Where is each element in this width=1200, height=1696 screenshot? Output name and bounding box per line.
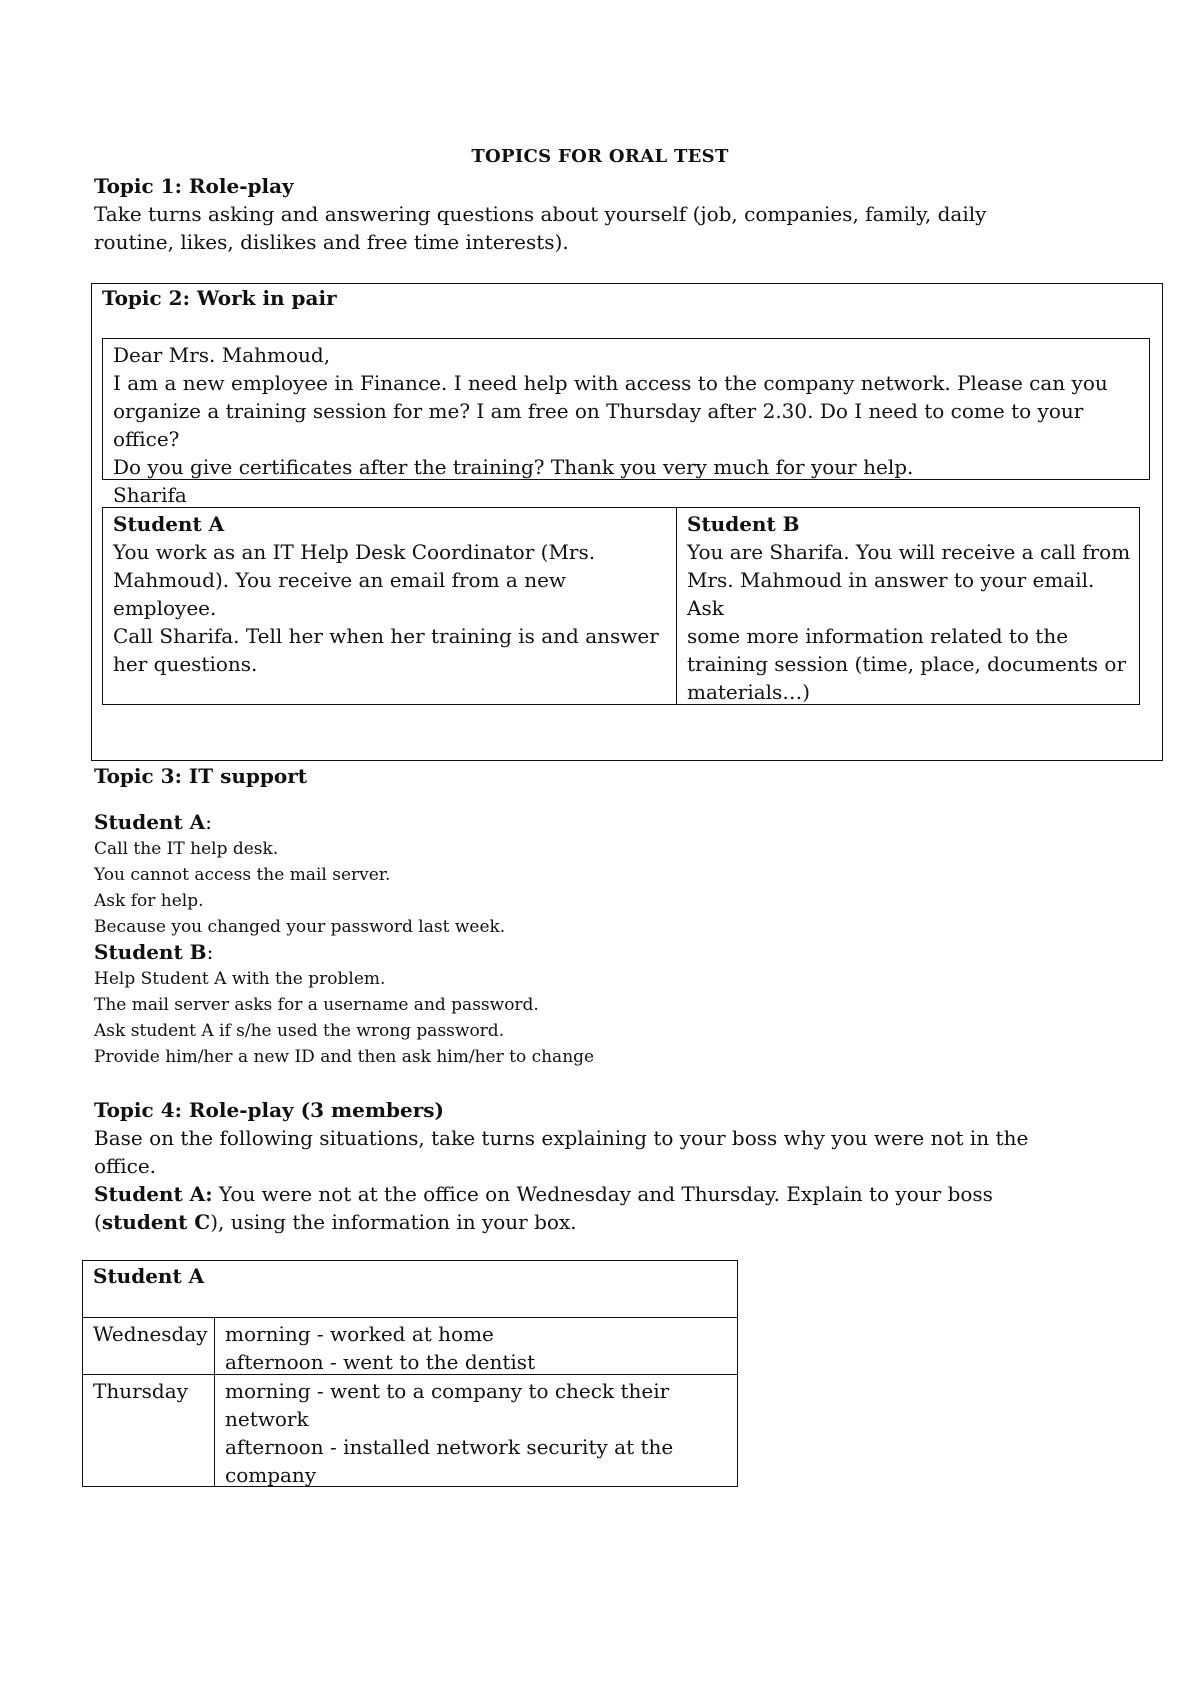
schedule-activities <box>225 1377 730 1489</box>
topic3-b-line: Ask student A if s/he used the wrong password. <box>94 1021 505 1041</box>
roleplay-table-divider <box>676 507 677 705</box>
topic4-instructions <box>94 1180 1144 1236</box>
topic3-student-a-label: Student A <box>94 810 206 834</box>
schedule-activities <box>225 1320 730 1376</box>
topic4-student-a-text: You were not at the office on Wednesday and Thursday. Explain to your boss <box>212 1182 993 1206</box>
email-line: Dear Mrs. Mahmoud, <box>113 343 331 367</box>
topic2-heading-label: Topic 2 <box>102 286 183 310</box>
student-a-line: Mahmoud). You receive an email from a new employee. <box>113 568 567 620</box>
email-line: Do you give certificates after the training? Thank you very much for your help. <box>113 455 914 479</box>
schedule-activity: company <box>225 1463 317 1487</box>
schedule-activity: afternoon - installed network security at the <box>225 1435 674 1459</box>
student-a-label: Student A <box>113 512 225 536</box>
topic3-b-line: The mail server asks for a username and password. <box>94 995 539 1015</box>
topic1-heading-label: Topic 1 <box>94 174 175 198</box>
topic2-heading <box>102 286 337 310</box>
topic3-a-line: Call the IT help desk. <box>94 839 279 859</box>
student-b-label: Student B <box>687 512 800 536</box>
topic4-intro-line: Base on the following situations, take turns explaining to your boss why you were not in the <box>94 1126 1029 1150</box>
schedule-table-header: Student A <box>93 1264 205 1288</box>
topic4-line2-open: ( <box>94 1210 102 1234</box>
student-b-line: materials…) <box>687 680 811 704</box>
topic3-a-line: Ask for help. <box>94 891 204 911</box>
topic4-intro <box>94 1124 1144 1180</box>
email-line: Sharifa <box>113 483 187 507</box>
topic3-a-line: You cannot access the mail server. <box>94 865 391 885</box>
schedule-activity: morning - worked at home <box>225 1322 494 1346</box>
student-b-line: training session (time, place, documents or <box>687 652 1127 676</box>
topic3-student-b-heading <box>94 940 213 964</box>
topic3-a-line: Because you changed your password last week. <box>94 917 506 937</box>
topic1-line: Take turns asking and answering questions about yourself (job, companies, family, daily <box>94 202 987 226</box>
topic1-heading-suffix: : Role-play <box>174 174 294 198</box>
topic1-heading <box>94 174 294 198</box>
student-b-line: some more information related to the <box>687 624 1069 648</box>
schedule-activity: afternoon - went to the dentist <box>225 1350 536 1374</box>
topic3-b-line: Provide him/her a new ID and then ask him/her to change <box>94 1047 595 1067</box>
email-text <box>113 341 1143 509</box>
schedule-activity: network <box>225 1407 309 1431</box>
topic4-instruction-line2 <box>94 1208 1144 1236</box>
topic3-student-a-suffix: : <box>205 810 212 834</box>
schedule-day: Wednesday <box>93 1322 208 1346</box>
topic4-heading: Topic 4: Role-play (3 members) <box>94 1098 444 1122</box>
topic3-student-a-heading <box>94 810 212 834</box>
topic1-line: routine, likes, dislikes and free time interests). <box>94 230 569 254</box>
student-b-cell <box>687 510 1137 706</box>
student-a-line: Call Sharifa. Tell her when her training is and answer <box>113 624 659 648</box>
topic3-student-b-list <box>94 966 994 1070</box>
topic3-student-a-list <box>94 836 994 940</box>
student-b-line: You are Sharifa. You will receive a call from <box>687 540 1131 564</box>
schedule-activity: morning - went to a company to check their <box>225 1379 670 1403</box>
topic3-heading: Topic 3: IT support <box>94 764 307 788</box>
topic4-student-a-label: Student A: <box>94 1182 213 1206</box>
schedule-day: Thursday <box>93 1379 188 1403</box>
student-a-line: her questions. <box>113 652 258 676</box>
schedule-table-divider <box>214 1317 215 1487</box>
topic1-description <box>94 200 1094 256</box>
topic4-student-c: student C <box>101 1210 211 1234</box>
student-a-cell <box>113 510 673 678</box>
topic3-student-b-label: Student B <box>94 940 207 964</box>
page-title: TOPICS FOR ORAL TEST <box>471 146 729 167</box>
topic4-intro-line: office. <box>94 1154 157 1178</box>
email-line: I am a new employee in Finance. I need help with access to the company network. Please can you <box>113 371 1108 395</box>
schedule-table-line <box>82 1317 738 1318</box>
topic2-heading-suffix: : Work in pair <box>182 286 337 310</box>
topic3-student-b-suffix: : <box>206 940 214 964</box>
student-a-line: You work as an IT Help Desk Coordinator (Mrs. <box>113 540 596 564</box>
email-line: organize a training session for me? I am free on Thursday after 2.30. Do I need to come to your office? <box>113 399 1084 451</box>
student-b-line: Mrs. Mahmoud in answer to your email. Ask <box>687 568 1095 620</box>
topic3-b-line: Help Student A with the problem. <box>94 969 386 989</box>
topic4-instruction-line1 <box>94 1180 1144 1208</box>
topic4-line2-rest: ), using the information in your box. <box>210 1210 577 1234</box>
